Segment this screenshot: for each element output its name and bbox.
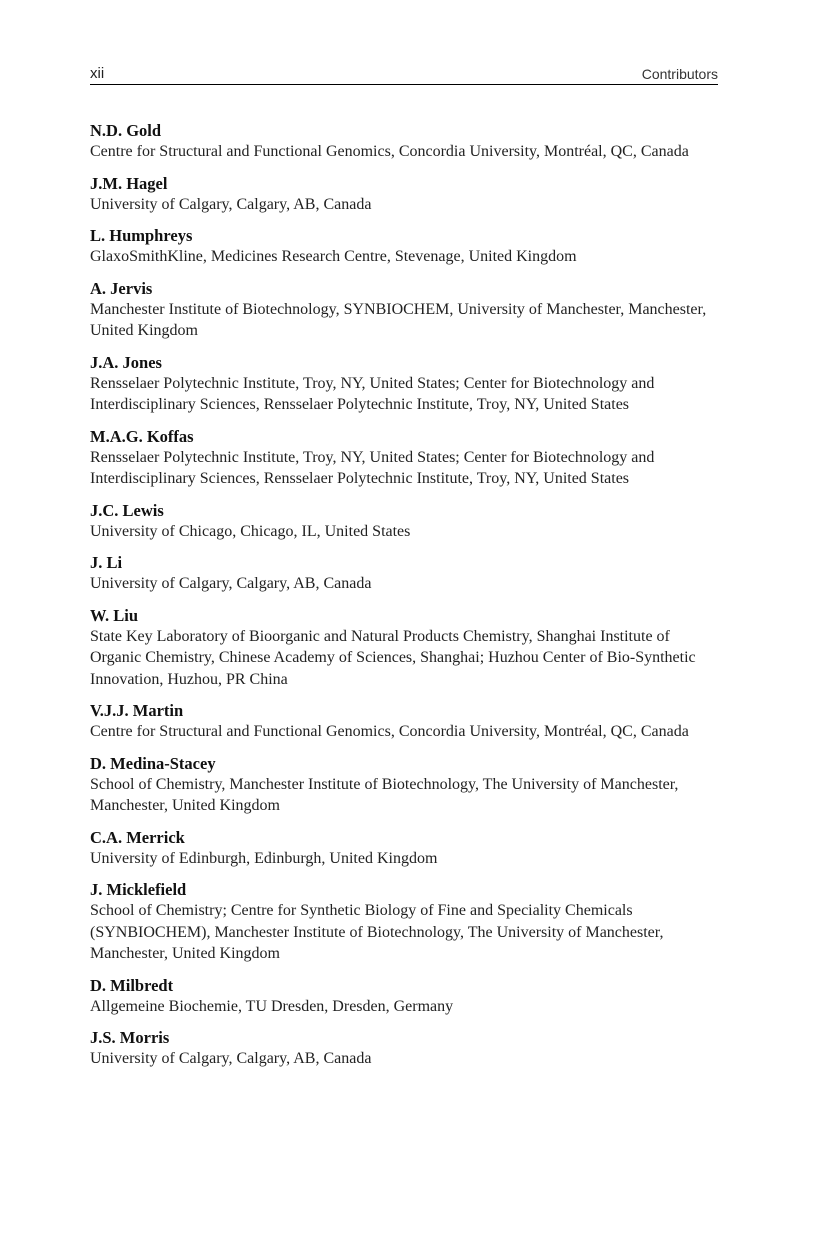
contributor-affiliation: GlaxoSmithKline, Medicines Research Centre, Stevenage, United Kingdom (90, 248, 577, 265)
contributor-name: J. Micklefield (90, 880, 187, 899)
contributor-entry (90, 426, 718, 490)
document-page (90, 60, 718, 1080)
contributor-affiliation: Rensselaer Polytechnic Institute, Troy, NY, United States; Center for Biotechnology and Interdisciplinary Sciences, Rensselaer Polytechnic Institute, Troy, NY, United States (90, 374, 655, 413)
contributor-affiliation: School of Chemistry; Centre for Synthetic Biology of Fine and Speciality Chemicals (SYNBIOCHEM), Manchester Institute of Biotechnology, The University of Manchester, Manchester, United Kingdom (90, 902, 664, 962)
page-number: xii (90, 65, 105, 82)
contributor-entry (90, 975, 718, 1018)
contributor-affiliation: Allgemeine Biochemie, TU Dresden, Dresden, Germany (90, 997, 454, 1015)
contributor-name: J.S. Morris (90, 1028, 170, 1047)
contributor-name: M.A.G. Koffas (90, 426, 194, 446)
contributor-name: J.M. Hagel (90, 173, 168, 193)
contributor-name: N.D. Gold (90, 121, 162, 140)
contributor-affiliation: University of Chicago, Chicago, IL, United States (90, 522, 411, 540)
contributor-entry (90, 500, 718, 543)
contributor-name: W. Liu (90, 605, 139, 625)
contributor-affiliation: School of Chemistry, Manchester Institute of Biotechnology, The University of Manchester, Manchester, United Kingdom (90, 775, 679, 814)
contributor-entry (90, 352, 718, 416)
contributor-name: J. Li (90, 553, 123, 572)
contributor-affiliation: Rensselaer Polytechnic Institute, Troy, NY, United States; Center for Biotechnology and Interdisciplinary Sciences, Rensselaer Polytechnic Institute, Troy, NY, United States (90, 448, 655, 487)
contributor-affiliation: Centre for Structural and Functional Genomics, Concordia University, Montréal, QC, Canada (90, 723, 689, 740)
contributor-name: D. Medina-Stacey (90, 753, 216, 773)
contributor-entry (90, 753, 718, 817)
contributor-name: C.A. Merrick (90, 827, 185, 847)
contributor-entry (90, 605, 718, 691)
contributor-entry (90, 173, 718, 216)
running-head (90, 60, 718, 85)
contributor-entry (90, 1027, 718, 1070)
contributor-name: D. Milbredt (90, 975, 174, 995)
contributor-entry (90, 700, 718, 743)
contributor-name: A. Jervis (90, 278, 153, 298)
contributor-entry (90, 278, 718, 342)
section-title: Contributors (641, 66, 718, 82)
contributor-affiliation: University of Edinburgh, Edinburgh, United Kingdom (90, 849, 438, 867)
contributor-name: J.C. Lewis (90, 500, 164, 520)
contributor-name: L. Humphreys (90, 226, 193, 245)
contributor-name: J.A. Jones (90, 352, 162, 372)
contributor-list (90, 120, 718, 1070)
contributor-affiliation: Centre for Structural and Functional Genomics, Concordia University, Montréal, QC, Canada (90, 143, 689, 160)
contributor-entry (90, 552, 718, 595)
contributor-affiliation: University of Calgary, Calgary, AB, Canada (90, 1050, 372, 1067)
contributor-entry (90, 120, 718, 163)
contributor-affiliation: University of Calgary, Calgary, AB, Canada (90, 195, 372, 213)
contributor-entry (90, 879, 718, 965)
contributor-entry (90, 827, 718, 870)
contributor-entry (90, 225, 718, 268)
contributor-affiliation: State Key Laboratory of Bioorganic and Natural Products Chemistry, Shanghai Institute of Organic Chemistry, Chinese Academy of Sciences, Shanghai; Huzhou Center of Bio-Synthetic Innovation, Huzhou, PR China (90, 627, 696, 688)
contributor-name: V.J.J. Martin (90, 701, 184, 720)
contributor-affiliation: University of Calgary, Calgary, AB, Canada (90, 575, 372, 592)
contributor-affiliation: Manchester Institute of Biotechnology, SYNBIOCHEM, University of Manchester, Manchester, United Kingdom (90, 300, 707, 339)
